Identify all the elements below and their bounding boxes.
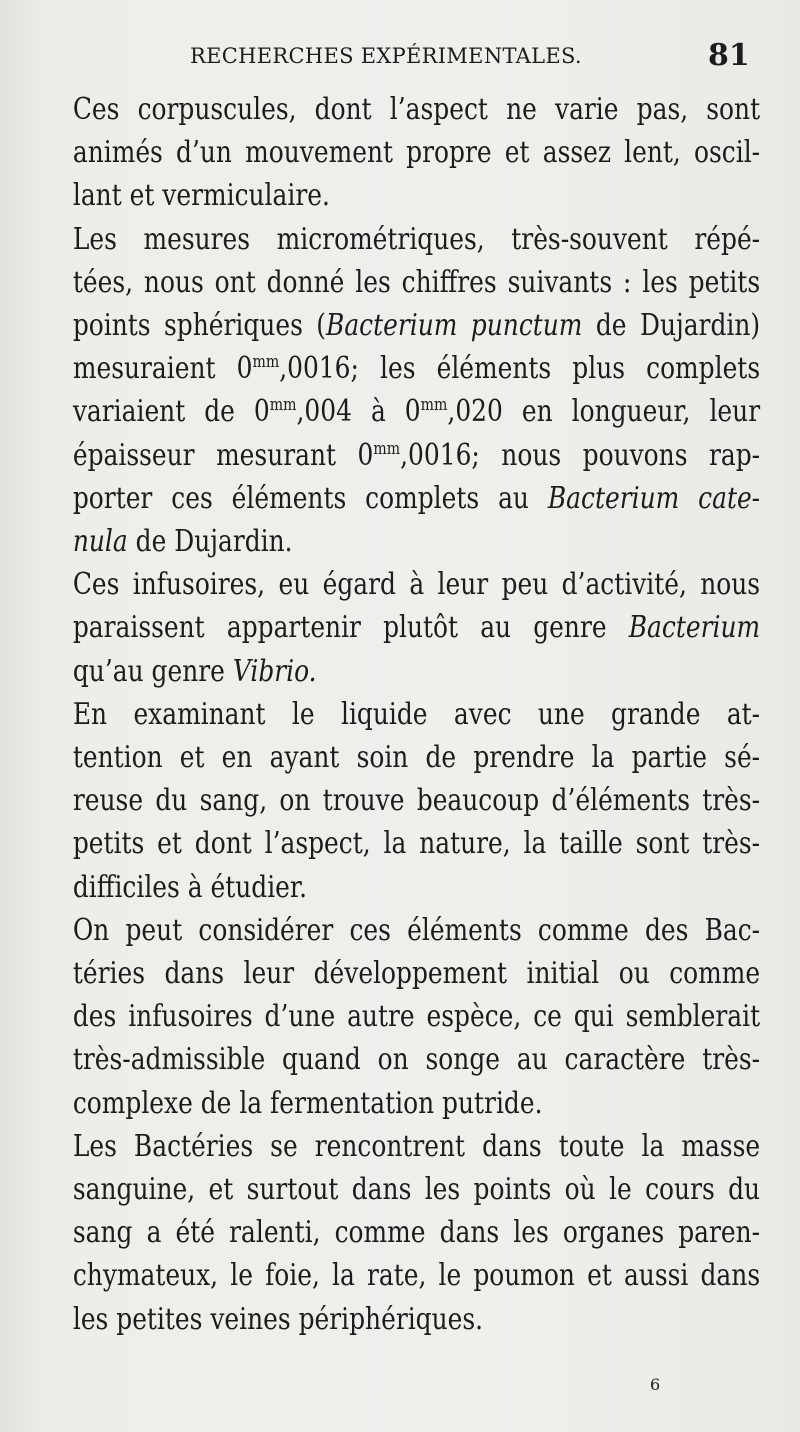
unit-superscript: mm	[373, 438, 401, 459]
text-line	[38, 650, 760, 693]
text-line: Les Bactéries se rencontrent dans toute la masse	[72, 1128, 761, 1164]
text-line	[38, 304, 760, 347]
text-run: de Dujardin.	[127, 524, 293, 560]
page-number: 81	[708, 38, 750, 73]
paragraph-2	[38, 218, 760, 564]
species-name: Bacterium	[628, 610, 761, 646]
text-line	[38, 477, 760, 520]
text-line: lant et vermiculaire.	[72, 178, 330, 214]
text-line: animés d’un mouvement propre et assez lent, oscil-	[72, 135, 761, 171]
species-name: Bacterium cate-	[547, 480, 761, 516]
text-run: ,0016; les éléments plus complets	[279, 351, 761, 387]
species-name: Vibrio.	[232, 653, 317, 689]
text-line: On peut considérer ces éléments comme des Bac-	[72, 912, 761, 948]
text-line: les petites veines périphériques.	[72, 1301, 484, 1337]
text-run: ,0016; nous pouvons rap-	[400, 437, 761, 473]
text-line	[38, 606, 760, 649]
text-run: ,020 en longueur, leur	[447, 394, 761, 430]
text-line: chymateux, le foie, la rate, le poumon et aussi dans	[72, 1258, 761, 1294]
text-run: épaisseur mesurant 0	[72, 437, 374, 473]
text-line: petits et dont l’aspect, la nature, la taille sont très-	[72, 826, 761, 862]
text-line: Ces corpuscules, dont l’aspect ne varie pas, sont	[72, 92, 761, 127]
text-run: points sphériques (	[72, 308, 327, 344]
text-run: porter ces éléments complets au	[72, 480, 548, 516]
text-line: En examinant le liquide avec une grande at-	[72, 696, 761, 732]
text-line	[38, 434, 760, 477]
species-name: Bacterium punctum	[326, 308, 583, 344]
text-line: téries dans leur développement initial ou comme	[72, 956, 761, 992]
text-line	[38, 390, 760, 433]
paragraph-1	[38, 88, 760, 218]
text-line: très-admissible quand on songe au caractère très-	[72, 1042, 761, 1078]
text-line: sang a été ralenti, comme dans les organes paren-	[72, 1215, 761, 1251]
signature-mark: 6	[650, 1375, 661, 1394]
text-run: de Dujardin)	[582, 308, 761, 344]
text-run: qu’au genre	[72, 653, 233, 689]
running-head: RECHERCHES EXPÉRIMENTALES.	[190, 44, 582, 68]
paragraph-4	[38, 693, 760, 909]
text-run: mesuraient 0	[72, 351, 253, 387]
text-line: Les mesures micrométriques, très-souvent répé-	[72, 221, 761, 257]
page-header	[0, 36, 800, 76]
paragraph-3	[38, 563, 760, 693]
text-line: complexe de la fermentation putride.	[72, 1085, 543, 1121]
text-line	[38, 347, 760, 390]
text-line: tention et en ayant soin de prendre la partie sé-	[72, 740, 761, 776]
text-line: reuse du sang, on trouve beaucoup d’éléments très-	[72, 783, 761, 819]
unit-superscript: mm	[252, 352, 280, 373]
paragraph-6	[38, 1125, 760, 1341]
text-line: Ces infusoires, eu égard à leur peu d’activité, nous	[72, 567, 761, 603]
text-line	[38, 520, 760, 563]
text-line: difficiles à étudier.	[72, 869, 307, 905]
text-run: ,004 à 0	[296, 394, 421, 430]
species-name: nula	[72, 524, 128, 560]
text-run: paraissent appartenir plutôt au genre	[72, 610, 629, 646]
text-line: sanguine, et surtout dans les points où le cours du	[72, 1172, 761, 1208]
text-line: des infusoires d’une autre espèce, ce qui semblerait	[72, 999, 761, 1035]
paragraph-5	[38, 909, 760, 1125]
text-line: tées, nous ont donné les chiffres suivants : les petits	[72, 264, 761, 300]
unit-superscript: mm	[420, 395, 448, 416]
text-run: variaient de 0	[72, 394, 270, 430]
unit-superscript: mm	[269, 395, 297, 416]
text-body	[38, 88, 761, 1341]
